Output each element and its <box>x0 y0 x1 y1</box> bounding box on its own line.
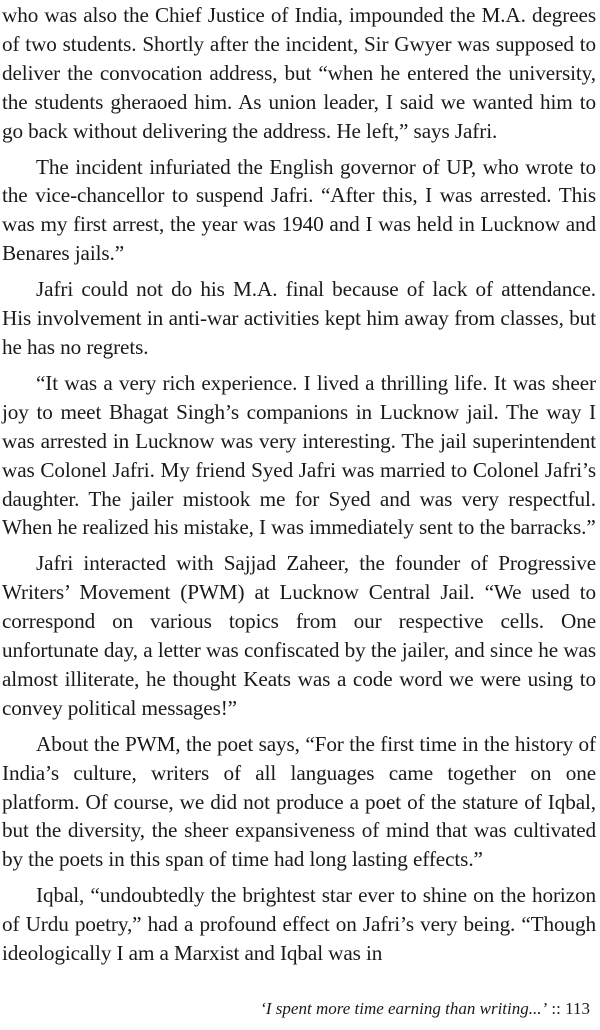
running-footer <box>260 998 590 1020</box>
paragraph: The incident infuriated the English governor of UP, who wrote to the vice-chancellor to suspend Jafri. “After this, I was arrested. This was my first arrest, the year was 1940 and I was held in Lucknow and Benares jails.” <box>2 154 596 266</box>
footer-separator: :: <box>551 999 561 1018</box>
running-title: ‘I spent more time earning than writing...’ <box>260 999 548 1018</box>
paragraph: About the PWM, the poet says, “For the first time in the history of India’s culture, writers of all languages came together on one platform. Of course, we did not produce a poet of the stature of Iqbal, but the diversity, the sheer expansiveness of mind that was cultivated by the poets in this span of time had long lasting effects.” <box>2 731 596 872</box>
paragraph: Iqbal, “undoubtedly the brightest star ever to shine on the horizon of Urdu poetry,” had a profound effect on Jafri’s very being. “Though ideologically I am a Marxist and Iqbal was in <box>2 883 596 966</box>
page-number: 113 <box>565 999 590 1018</box>
body-text <box>2 1 596 975</box>
paragraph-continued: who was also the Chief Justice of India, impounded the M.A. degrees of two students. Shortly after the incident, Sir Gwyer was supposed to deliver the convocation address, but “when he entered the university, the students gheraoed him. As union leader, I said we wanted him to go back without delivering the address. He left,” says Jafri. <box>2 3 596 143</box>
paragraph: “It was a very rich experience. I lived a thrilling life. It was sheer joy to meet Bhagat Singh’s companions in Lucknow jail. The way I was arrested in Lucknow was very interesting. The jail superintendent was Colonel Jafri. My friend Syed Jafri was married to Colonel Jafri’s daughter. The jailer mistook me for Syed and was very respectful. When he realized his mistake, I was immediately sent to the barracks.” <box>2 370 596 540</box>
paragraph: Jafri interacted with Sajjad Zaheer, the founder of Progressive Writers’ Movement (PWM) at Lucknow Central Jail. “We used to correspond on various topics from our respective cells. One unfortunate day, a letter was confiscated by the jailer, and since he was almost illiterate, he thought Keats was a code word we were using to convey political messages!” <box>2 551 596 720</box>
paragraph: Jafri could not do his M.A. final because of lack of attendance. His involvement in anti-war activities kept him away from classes, but he has no regrets. <box>2 277 596 359</box>
